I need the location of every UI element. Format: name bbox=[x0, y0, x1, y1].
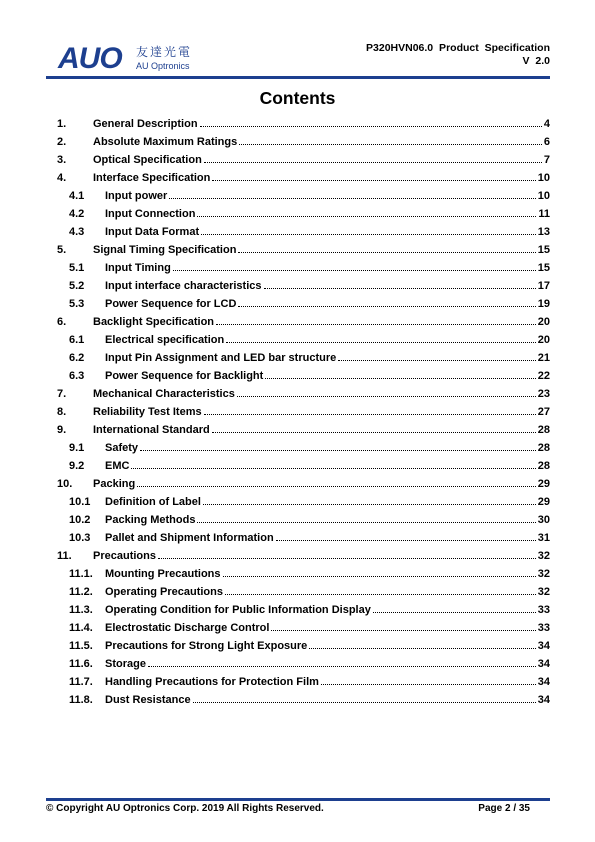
toc-entry-page: 29 bbox=[537, 496, 550, 508]
toc-dot-leader bbox=[226, 342, 536, 343]
toc-dot-leader bbox=[201, 234, 536, 235]
toc-entry-page: 19 bbox=[537, 298, 550, 310]
toc-dot-leader bbox=[148, 666, 536, 667]
toc-entry[interactable] bbox=[57, 441, 550, 459]
toc-entry-page: 34 bbox=[537, 676, 550, 688]
toc-entry[interactable] bbox=[57, 639, 550, 657]
toc-entry-page: 30 bbox=[537, 514, 550, 526]
toc-entry-page: 28 bbox=[537, 442, 550, 454]
header-divider bbox=[46, 76, 550, 79]
toc-dot-leader bbox=[169, 198, 535, 199]
toc-dot-leader bbox=[204, 162, 542, 163]
toc-entry-title: Input Data Format bbox=[105, 226, 200, 238]
toc-dot-leader bbox=[137, 486, 536, 487]
toc-dot-leader bbox=[158, 558, 536, 559]
toc-entry-page: 32 bbox=[537, 586, 550, 598]
toc-entry-page: 20 bbox=[537, 334, 550, 346]
toc-dot-leader bbox=[197, 216, 536, 217]
toc-entry-number: 11. bbox=[57, 550, 72, 562]
toc-entry-number: 11.3. bbox=[69, 604, 93, 616]
toc-entry-number: 6. bbox=[57, 316, 67, 328]
toc-entry-title: Electrical specification bbox=[105, 334, 225, 346]
toc-dot-leader bbox=[276, 540, 536, 541]
toc-entry-page: 15 bbox=[537, 262, 550, 274]
toc-dot-leader bbox=[238, 252, 535, 253]
toc-dot-leader bbox=[173, 270, 536, 271]
toc-entry-title: Pallet and Shipment Information bbox=[105, 532, 274, 544]
toc-entry-title: Safety bbox=[105, 442, 139, 454]
toc-entry-title: Absolute Maximum Ratings bbox=[93, 136, 238, 148]
toc-entry-number: 3. bbox=[57, 154, 67, 166]
toc-entry-number: 11.4. bbox=[69, 622, 93, 634]
toc-entry-number: 5.3 bbox=[69, 298, 85, 310]
toc-dot-leader bbox=[212, 432, 536, 433]
toc-entry[interactable] bbox=[57, 279, 550, 297]
copyright-notice: © Copyright AU Optronics Corp. 2019 All Rights Reserved. bbox=[46, 803, 324, 814]
toc-entry[interactable] bbox=[57, 603, 550, 621]
toc-entry-title: International Standard bbox=[93, 424, 210, 436]
toc-dot-leader bbox=[265, 378, 535, 379]
toc-dot-leader bbox=[309, 648, 535, 649]
logo-subtitle: AU Optronics bbox=[136, 61, 190, 71]
toc-entry[interactable] bbox=[57, 585, 550, 603]
toc-dot-leader bbox=[238, 306, 535, 307]
toc-entry-page: 10 bbox=[537, 190, 550, 202]
toc-entry-page: 29 bbox=[537, 478, 550, 490]
toc-entry-title: Power Sequence for Backlight bbox=[105, 370, 264, 382]
toc-entry[interactable] bbox=[57, 189, 550, 207]
toc-entry-number: 11.1. bbox=[69, 568, 93, 580]
toc-dot-leader bbox=[216, 324, 536, 325]
toc-dot-leader bbox=[321, 684, 536, 685]
toc-entry-number: 11.8. bbox=[69, 694, 93, 706]
toc-entry-title: EMC bbox=[105, 460, 130, 472]
toc-entry-number: 9.1 bbox=[69, 442, 85, 454]
toc-entry-title: Signal Timing Specification bbox=[93, 244, 237, 256]
toc-entry[interactable] bbox=[57, 369, 550, 387]
toc-entry[interactable] bbox=[57, 135, 550, 153]
logo-wordmark: AUO bbox=[58, 42, 122, 75]
toc-entry-number: 5.2 bbox=[69, 280, 85, 292]
toc-entry-number: 11.2. bbox=[69, 586, 93, 598]
toc-entry-page: 10 bbox=[537, 172, 550, 184]
toc-entry-page: 11 bbox=[538, 208, 550, 220]
toc-entry-title: Operating Condition for Public Information Display bbox=[105, 604, 371, 616]
toc-entry-page: 34 bbox=[537, 640, 550, 652]
toc-entry-title: Optical Specification bbox=[93, 154, 202, 166]
toc-dot-leader bbox=[239, 144, 542, 145]
footer-divider bbox=[46, 798, 550, 801]
toc-entry-title: Input Connection bbox=[105, 208, 196, 220]
toc-entry[interactable] bbox=[57, 405, 550, 423]
company-logo bbox=[58, 43, 198, 75]
toc-dot-leader bbox=[237, 396, 536, 397]
toc-entry-title: Electrostatic Discharge Control bbox=[105, 622, 270, 634]
document-title: P320HVN06.0 Product Specification bbox=[366, 42, 550, 54]
toc-dot-leader bbox=[197, 522, 535, 523]
toc-entry-page: 15 bbox=[537, 244, 550, 256]
toc-entry-number: 5.1 bbox=[69, 262, 85, 274]
toc-entry-page: 13 bbox=[537, 226, 550, 238]
toc-entry[interactable] bbox=[57, 207, 550, 225]
toc-entry[interactable] bbox=[57, 117, 550, 135]
toc-entry-page: 17 bbox=[537, 280, 550, 292]
toc-entry-page: 33 bbox=[537, 604, 550, 616]
toc-entry[interactable] bbox=[57, 567, 550, 585]
toc-entry-number: 10.3 bbox=[69, 532, 91, 544]
document-header bbox=[366, 42, 550, 68]
toc-entry-page: 28 bbox=[537, 424, 550, 436]
toc-entry-number: 11.6. bbox=[69, 658, 93, 670]
toc-entry[interactable] bbox=[57, 549, 550, 567]
toc-entry-number: 10.2 bbox=[69, 514, 91, 526]
toc-entry-page: 34 bbox=[537, 658, 550, 670]
toc-entry-number: 11.5. bbox=[69, 640, 93, 652]
table-of-contents bbox=[57, 117, 550, 711]
page-number: Page 2 / 35 bbox=[478, 803, 530, 814]
toc-entry[interactable] bbox=[57, 315, 550, 333]
toc-entry-page: 32 bbox=[537, 568, 550, 580]
toc-dot-leader bbox=[203, 504, 536, 505]
toc-entry-page: 7 bbox=[543, 154, 550, 166]
toc-dot-leader bbox=[373, 612, 536, 613]
toc-entry-title: General Description bbox=[93, 118, 198, 130]
toc-entry[interactable] bbox=[57, 243, 550, 261]
toc-entry[interactable] bbox=[57, 495, 550, 513]
toc-dot-leader bbox=[338, 360, 536, 361]
toc-entry[interactable] bbox=[57, 387, 550, 405]
toc-entry-title: Packing bbox=[93, 478, 136, 490]
toc-entry-title: Power Sequence for LCD bbox=[105, 298, 237, 310]
toc-entry[interactable] bbox=[57, 621, 550, 639]
toc-entry-number: 1. bbox=[57, 118, 67, 130]
toc-entry[interactable] bbox=[57, 297, 550, 315]
toc-entry-number: 4.1 bbox=[69, 190, 85, 202]
logo-chinese-name: 友達光電 bbox=[136, 45, 193, 59]
toc-entry-page: 22 bbox=[537, 370, 550, 382]
toc-entry-page: 6 bbox=[543, 136, 550, 148]
toc-entry-number: 10. bbox=[57, 478, 73, 490]
toc-entry-title: Packing Methods bbox=[105, 514, 196, 526]
toc-entry-title: Operating Precautions bbox=[105, 586, 223, 598]
toc-entry-title: Dust Resistance bbox=[105, 694, 191, 706]
toc-entry[interactable] bbox=[57, 333, 550, 351]
toc-entry-title: Definition of Label bbox=[105, 496, 201, 508]
toc-dot-leader bbox=[225, 594, 536, 595]
toc-entry[interactable] bbox=[57, 693, 550, 711]
toc-entry-number: 5. bbox=[57, 244, 67, 256]
toc-entry-number: 6.3 bbox=[69, 370, 85, 382]
toc-entry-number: 8. bbox=[57, 406, 67, 418]
toc-entry-page: 21 bbox=[537, 352, 550, 364]
toc-dot-leader bbox=[204, 414, 536, 415]
toc-entry[interactable] bbox=[57, 261, 550, 279]
toc-dot-leader bbox=[271, 630, 535, 631]
toc-entry[interactable] bbox=[57, 153, 550, 171]
toc-entry[interactable] bbox=[57, 423, 550, 441]
toc-entry-number: 9.2 bbox=[69, 460, 85, 472]
toc-entry-title: Input interface characteristics bbox=[105, 280, 262, 292]
toc-entry[interactable] bbox=[57, 477, 550, 495]
toc-entry-title: Reliability Test Items bbox=[93, 406, 202, 418]
toc-entry-page: 4 bbox=[543, 118, 550, 130]
toc-entry-page: 28 bbox=[537, 460, 550, 472]
toc-entry[interactable] bbox=[57, 513, 550, 531]
toc-entry-title: Interface Specification bbox=[93, 172, 211, 184]
toc-entry-page: 23 bbox=[537, 388, 550, 400]
toc-entry-page: 31 bbox=[537, 532, 550, 544]
toc-entry-number: 2. bbox=[57, 136, 67, 148]
toc-entry[interactable] bbox=[57, 171, 550, 189]
toc-entry-title: Precautions bbox=[93, 550, 156, 562]
toc-entry-title: Input Pin Assignment and LED bar structure bbox=[105, 352, 337, 364]
document-version: V 2.0 bbox=[522, 55, 550, 67]
toc-dot-leader bbox=[200, 126, 542, 127]
toc-dot-leader bbox=[140, 450, 536, 451]
toc-entry-number: 11.7. bbox=[69, 676, 93, 688]
toc-entry[interactable] bbox=[57, 657, 550, 675]
toc-entry-number: 6.2 bbox=[69, 352, 85, 364]
toc-entry-number: 6.1 bbox=[69, 334, 85, 346]
toc-entry-number: 9. bbox=[57, 424, 67, 436]
toc-entry-title: Storage bbox=[105, 658, 146, 670]
toc-entry-number: 10.1 bbox=[69, 496, 91, 508]
toc-dot-leader bbox=[131, 468, 535, 469]
toc-dot-leader bbox=[193, 702, 536, 703]
toc-entry[interactable] bbox=[57, 225, 550, 243]
toc-entry-page: 20 bbox=[537, 316, 550, 328]
toc-entry[interactable] bbox=[57, 351, 550, 369]
toc-entry-title: Precautions for Strong Light Exposure bbox=[105, 640, 308, 652]
toc-entry-number: 4. bbox=[57, 172, 67, 184]
toc-entry-title: Input power bbox=[105, 190, 168, 202]
toc-entry-number: 7. bbox=[57, 388, 67, 400]
toc-dot-leader bbox=[223, 576, 536, 577]
toc-entry-title: Mounting Precautions bbox=[105, 568, 221, 580]
page-title: Contents bbox=[259, 88, 336, 108]
toc-entry-title: Input Timing bbox=[105, 262, 171, 274]
toc-entry[interactable] bbox=[57, 675, 550, 693]
toc-entry-page: 34 bbox=[537, 694, 550, 706]
toc-entry-number: 4.2 bbox=[69, 208, 85, 220]
toc-entry[interactable] bbox=[57, 459, 550, 477]
toc-dot-leader bbox=[212, 180, 535, 181]
toc-entry-title: Mechanical Characteristics bbox=[93, 388, 235, 400]
toc-dot-leader bbox=[264, 288, 536, 289]
toc-entry-page: 32 bbox=[537, 550, 550, 562]
toc-entry-number: 4.3 bbox=[69, 226, 85, 238]
toc-entry[interactable] bbox=[57, 531, 550, 549]
toc-entry-page: 27 bbox=[537, 406, 550, 418]
toc-entry-title: Backlight Specification bbox=[93, 316, 215, 328]
toc-entry-page: 33 bbox=[537, 622, 550, 634]
toc-entry-title: Handling Precautions for Protection Film bbox=[105, 676, 319, 688]
